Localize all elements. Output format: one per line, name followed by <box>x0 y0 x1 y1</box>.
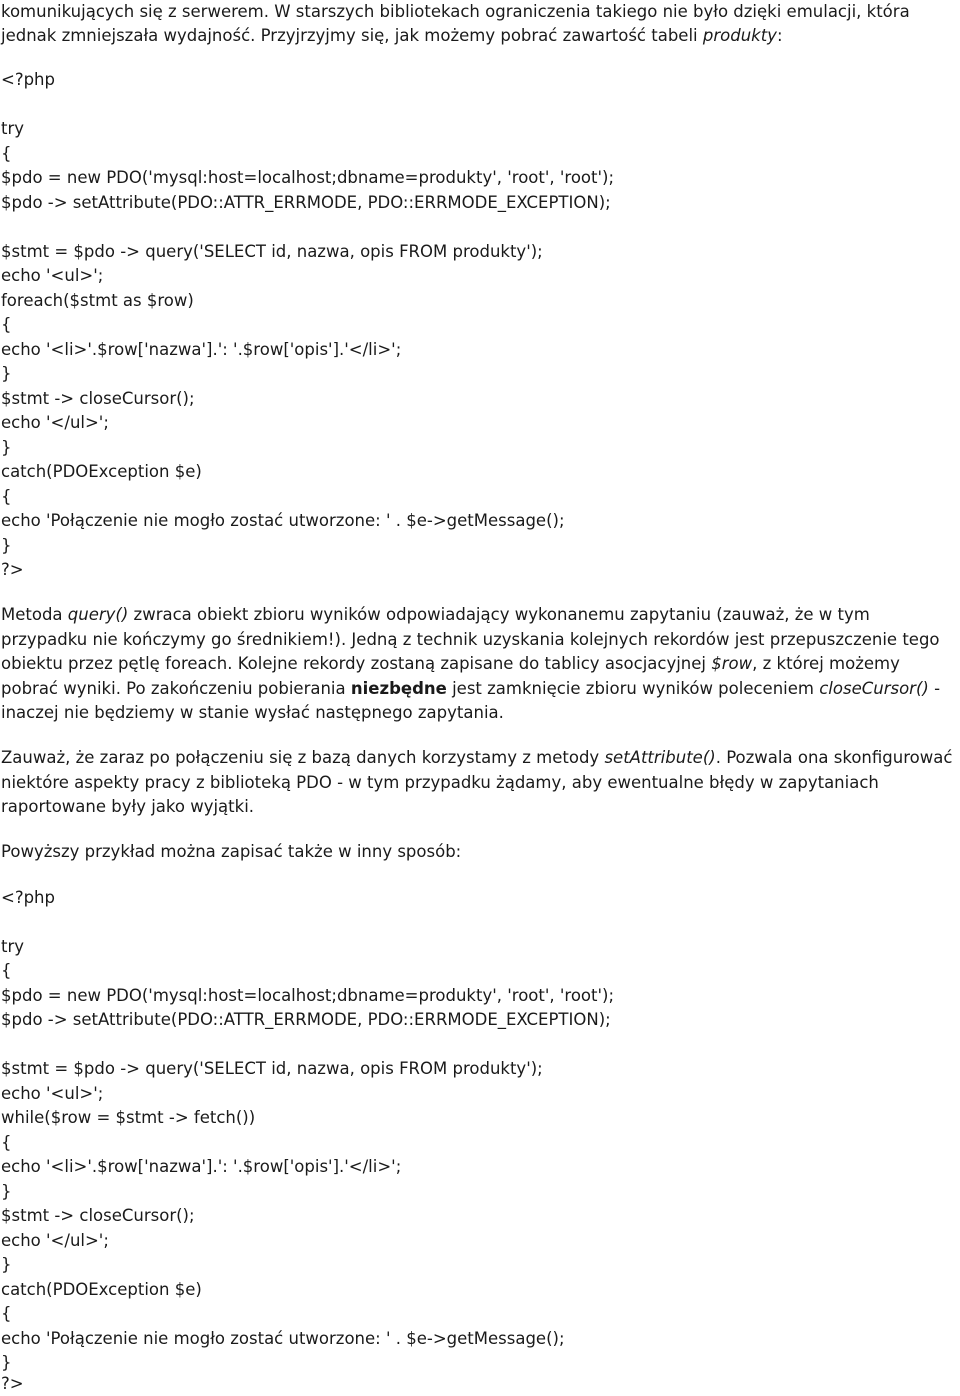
code-line: { <box>1 1133 12 1152</box>
intro-line-1 <box>1 0 910 24</box>
code-line: } <box>1 536 12 555</box>
code-line: echo '</ul>'; <box>1 1231 109 1250</box>
code-line: ?> <box>1 1374 24 1393</box>
code-line: } <box>1 364 12 383</box>
paragraph-line <box>1 603 870 627</box>
paragraph-alternative: Powyższy przykład można zapisać także w inny sposób: <box>1 842 462 861</box>
text-run: Zauważ, że zaraz po połączeniu się z bazą danych korzystamy z metody <box>1 748 605 767</box>
code-line: foreach($stmt as $row) <box>1 291 194 310</box>
method-name-emphasis: setAttribute() <box>604 748 716 767</box>
variable-emphasis: $row <box>711 654 753 673</box>
code-line: $pdo = new PDO('mysql:host=localhost;dbname=produkty', 'root', 'root'); <box>1 986 615 1005</box>
strong-emphasis: niezbędne <box>350 679 447 698</box>
code-line: } <box>1 1255 12 1274</box>
code-line: $pdo -> setAttribute(PDO::ATTR_ERRMODE, PDO::ERRMODE_EXCEPTION); <box>1 1010 611 1029</box>
intro-text-2b: : <box>776 26 783 45</box>
paragraph-line <box>1 746 952 770</box>
code-line: echo '<ul>'; <box>1 266 104 285</box>
code-line: { <box>1 487 12 506</box>
code-line: $stmt -> closeCursor(); <box>1 389 195 408</box>
text-run: obiektu przez pętlę foreach. Kolejne rekordy zostaną zapisane do tablicy asocjacyjnej <box>1 654 712 673</box>
text-run: jest zamknięcie zbioru wyników poleceniem <box>446 679 820 698</box>
paragraph-line <box>1 652 900 676</box>
code-line: echo '<ul>'; <box>1 1084 104 1103</box>
method-name-emphasis: closeCursor() <box>819 679 929 698</box>
code-line: try <box>1 937 25 956</box>
code-line: } <box>1 1182 12 1201</box>
method-name-emphasis: query() <box>67 605 129 624</box>
code-line: $stmt = $pdo -> query('SELECT id, nazwa, opis FROM produkty'); <box>1 1059 543 1078</box>
code-line: { <box>1 315 12 334</box>
text-run: Metoda <box>1 605 68 624</box>
paragraph-line: raportowane były jako wyjątki. <box>1 797 255 816</box>
code-line: { <box>1 144 12 163</box>
paragraph-line: niektóre aspekty pracy z biblioteką PDO - w tym przypadku żądamy, aby ewentualne błędy w zapytaniach <box>1 773 879 792</box>
code-line: <?php <box>1 70 55 89</box>
table-name-emphasis: produkty <box>702 26 777 45</box>
code-line: $pdo = new PDO('mysql:host=localhost;dbname=produkty', 'root', 'root'); <box>1 168 615 187</box>
intro-text-2a: jednak zmniejszała wydajność. Przyjrzyjmy się, jak możemy pobrać zawartość tabeli <box>1 26 703 45</box>
code-line: $stmt = $pdo -> query('SELECT id, nazwa, opis FROM produkty'); <box>1 242 543 261</box>
text-run: pobrać wyniki. Po zakończeniu pobierania <box>1 679 351 698</box>
text-run: , z której możemy <box>752 654 900 673</box>
text-run: - <box>928 679 941 698</box>
code-line: echo '</ul>'; <box>1 413 109 432</box>
text-run: . Pozwala ona skonfigurować <box>715 748 953 767</box>
code-line: echo 'Połączenie nie mogło zostać utworzone: ' . $e->getMessage(); <box>1 1329 565 1348</box>
intro-text-1: komunikujących się z serwerem. W starszych bibliotekach ograniczenia takiego nie było dzięki emulacji, która <box>1 2 910 21</box>
code-line: $stmt -> closeCursor(); <box>1 1206 195 1225</box>
code-line: } <box>1 438 12 457</box>
code-line: { <box>1 961 12 980</box>
code-line: echo 'Połączenie nie mogło zostać utworzone: ' . $e->getMessage(); <box>1 511 565 530</box>
paragraph-line: przypadku nie kończymy go średnikiem!). Jedną z technik uzyskania kolejnych rekordów jest przepuszczenie tego <box>1 630 940 649</box>
text-run: zwraca obiekt zbioru wyników odpowiadający wykonanemu zapytaniu (zauważ, że w tym <box>128 605 870 624</box>
code-line: <?php <box>1 888 55 907</box>
code-line: ?> <box>1 560 24 579</box>
code-line: catch(PDOException $e) <box>1 462 202 481</box>
paragraph-line <box>1 677 940 701</box>
code-line: echo '<li>'.$row['nazwa'].': '.$row['opis'].'</li>'; <box>1 1157 402 1176</box>
code-line: $pdo -> setAttribute(PDO::ATTR_ERRMODE, PDO::ERRMODE_EXCEPTION); <box>1 193 611 212</box>
code-line: catch(PDOException $e) <box>1 1280 202 1299</box>
code-line: while($row = $stmt -> fetch()) <box>1 1108 256 1127</box>
code-line: try <box>1 119 25 138</box>
code-line: echo '<li>'.$row['nazwa'].': '.$row['opis'].'</li>'; <box>1 340 402 359</box>
paragraph-line: inaczej nie będziemy w stanie wysłać następnego zapytania. <box>1 703 504 722</box>
code-line: } <box>1 1353 12 1372</box>
code-line: { <box>1 1304 12 1323</box>
intro-line-2 <box>1 24 783 48</box>
